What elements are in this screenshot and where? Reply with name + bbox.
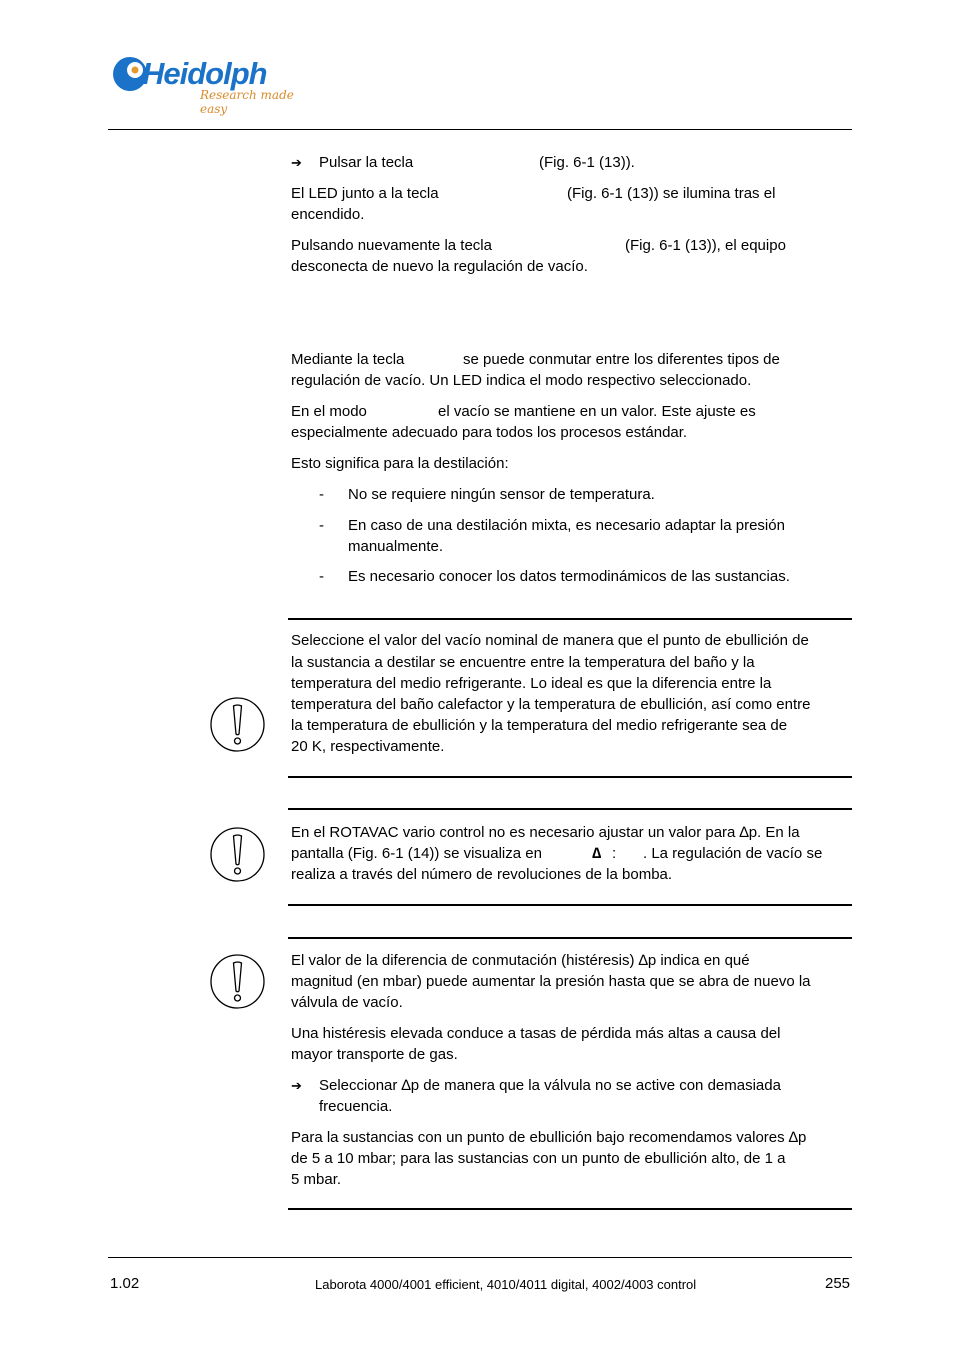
list-item-text: Es necesario conocer los datos termodinámicos de las sustancias. bbox=[348, 568, 790, 585]
text-line: el vacío se mantiene en un valor. Este ajuste es bbox=[438, 403, 756, 420]
list-dash: - bbox=[319, 486, 324, 503]
text-line: Seleccione el valor del vacío nominal de manera que el punto de ebullición de bbox=[291, 632, 809, 649]
text-line: frecuencia. bbox=[319, 1098, 393, 1115]
brand-tagline: Research made easy bbox=[200, 88, 294, 116]
delta-symbol: ∆ bbox=[592, 845, 602, 862]
text-line: especialmente adecuado para todos los procesos estándar. bbox=[291, 424, 688, 441]
colon: : bbox=[612, 845, 617, 862]
text-line: magnitud (en mbar) puede aumentar la presión hasta que se abra de nuevo la bbox=[291, 973, 811, 990]
footer-product: Laborota 4000/4001 efficient, 4010/4011 digital, 4002/4003 control bbox=[315, 1277, 697, 1292]
text-line: Pulsar la tecla bbox=[319, 154, 414, 171]
exclamation-note-icon bbox=[209, 953, 266, 1010]
note-rule-bottom bbox=[288, 904, 852, 906]
text-line: se puede conmutar entre los diferentes tipos de bbox=[463, 351, 780, 368]
text-line: Mediante la tecla bbox=[291, 351, 405, 368]
list-item-text: En caso de una destilación mixta, es necesario adaptar la presión bbox=[348, 517, 785, 534]
text-line: encendido. bbox=[291, 206, 365, 223]
footer-rule bbox=[108, 1257, 852, 1258]
note-rule-top bbox=[288, 937, 852, 939]
text-line: la sustancia a destilar se encuentre entre la temperatura del baño y la bbox=[291, 654, 755, 671]
note-rule-bottom bbox=[288, 1208, 852, 1210]
note-rule-top bbox=[288, 618, 852, 620]
brand-name: Heidolph bbox=[142, 56, 267, 91]
text-line: 20 K, respectivamente. bbox=[291, 738, 445, 755]
text-line: (Fig. 6-1 (13)). bbox=[539, 154, 635, 171]
text-line: Una histéresis elevada conduce a tasas de pérdida más altas a causa del bbox=[291, 1025, 781, 1042]
text-line: En el ROTAVAC vario control no es necesario ajustar un valor para ∆p. En la bbox=[291, 824, 800, 841]
text-line: pantalla (Fig. 6-1 (14)) se visualiza en bbox=[291, 845, 542, 862]
text-line: de 5 a 10 mbar; para las sustancias con un punto de ebullición alto, de 1 a bbox=[291, 1150, 786, 1167]
header-rule bbox=[108, 129, 852, 130]
text-line: Seleccionar ∆p de manera que la válvula no se active con demasiada bbox=[319, 1077, 781, 1094]
list-item-text: manualmente. bbox=[348, 538, 444, 555]
text-line: la temperatura de ebullición y la temperatura del medio refrigerante sea de bbox=[291, 717, 788, 734]
exclamation-note-icon bbox=[209, 826, 266, 883]
text-line: El LED junto a la tecla bbox=[291, 185, 439, 202]
text-line: temperatura del baño calefactor y la temperatura de ebullición, así como entre bbox=[291, 696, 811, 713]
exclamation-note-icon bbox=[209, 696, 266, 753]
text-line: . La regulación de vacío se bbox=[643, 845, 823, 862]
text-line: Esto significa para la destilación: bbox=[291, 455, 509, 472]
text-line: regulación de vacío. Un LED indica el modo respectivo seleccionado. bbox=[291, 372, 752, 389]
list-dash: - bbox=[319, 568, 324, 585]
text-line: El valor de la diferencia de conmutación (histéresis) ∆p indica en qué bbox=[291, 952, 750, 969]
arrow-icon: ➔ bbox=[291, 1078, 302, 1093]
text-line: Pulsando nuevamente la tecla bbox=[291, 237, 492, 254]
note-rule-bottom bbox=[288, 776, 852, 778]
text-line: desconecta de nuevo la regulación de vacío. bbox=[291, 258, 588, 275]
list-dash: - bbox=[319, 517, 324, 534]
text-line: mayor transporte de gas. bbox=[291, 1046, 458, 1063]
text-line: (Fig. 6-1 (13)) se ilumina tras el bbox=[567, 185, 776, 202]
text-line: (Fig. 6-1 (13)), el equipo bbox=[625, 237, 786, 254]
text-line: En el modo bbox=[291, 403, 367, 420]
arrow-icon: ➔ bbox=[291, 155, 302, 170]
brand-logo bbox=[108, 50, 323, 114]
text-line: válvula de vacío. bbox=[291, 994, 403, 1011]
note-rule-top bbox=[288, 808, 852, 810]
text-line: Para la sustancias con un punto de ebullición bajo recomendamos valores ∆p bbox=[291, 1129, 807, 1146]
text-line: realiza a través del número de revoluciones de la bomba. bbox=[291, 866, 673, 883]
text-line: temperatura del medio refrigerante. Lo ideal es que la diferencia entre la bbox=[291, 675, 772, 692]
list-item-text: No se requiere ningún sensor de temperatura. bbox=[348, 486, 655, 503]
text-line: 5 mbar. bbox=[291, 1171, 342, 1188]
footer-version: 1.02 bbox=[110, 1275, 140, 1292]
page-number: 255 bbox=[825, 1275, 851, 1292]
